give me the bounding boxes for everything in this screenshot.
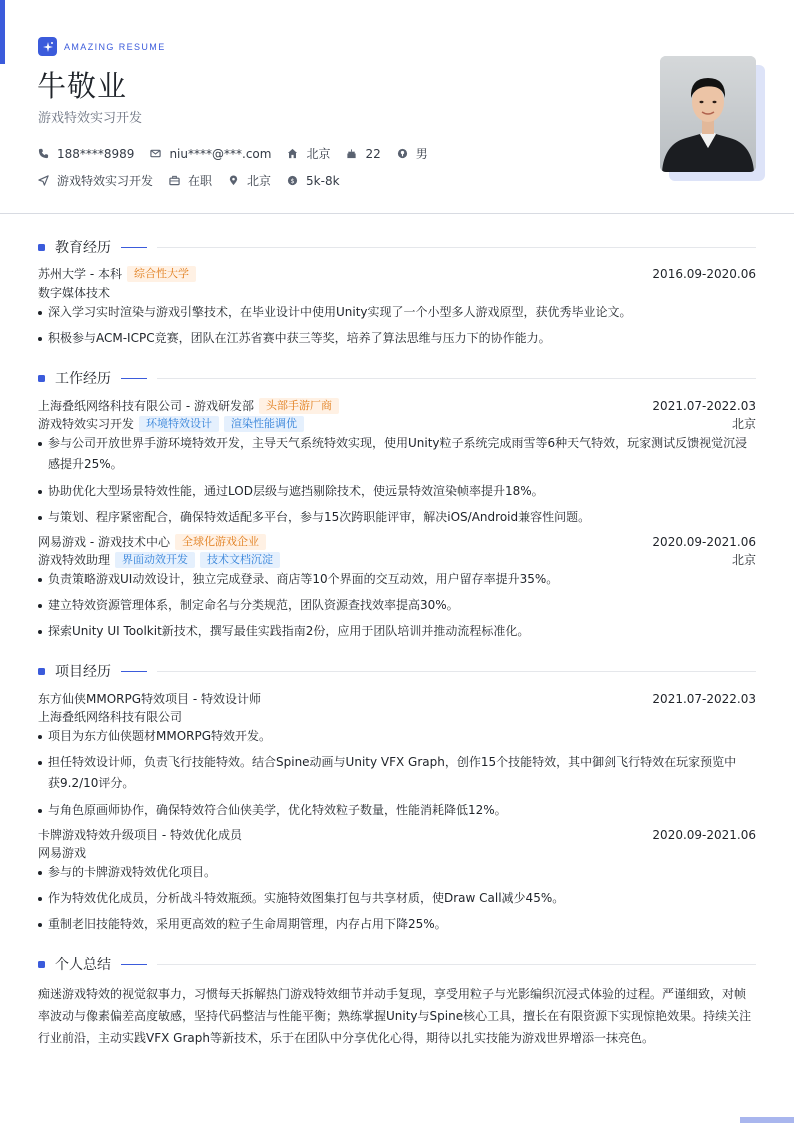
gender-text: 男: [415, 147, 428, 161]
list-item: 建立特效资源管理体系，制定命名与分类规范，团队资源查找效率提高30%。: [38, 595, 756, 616]
mail-icon: [150, 148, 161, 159]
work-location: 北京: [731, 417, 756, 431]
role-name: 游戏特效实习开发: [38, 417, 135, 431]
contact-row: [38, 145, 444, 162]
intent-row: [38, 172, 356, 189]
section-title: 项目经历: [55, 664, 111, 680]
list-item: 作为特效优化成员，分析战斗特效瓶颈。实施特效图集打包与共享材质，使Draw Call减少45%。: [38, 888, 756, 909]
education-major-row: [38, 284, 756, 302]
project-org: 网易游戏: [38, 846, 87, 860]
intent-city-info: [228, 172, 271, 189]
section-title: 教育经历: [55, 240, 111, 256]
company-tag: 头部手游厂商: [259, 398, 339, 414]
section-marker: [38, 244, 45, 251]
work-role-row: [38, 551, 756, 569]
education-entry: [38, 265, 756, 283]
list-item: 项目为东方仙侠题材MMORPG特效开发。: [38, 726, 756, 747]
salary-info: [287, 174, 340, 188]
city-text: 北京: [306, 147, 331, 161]
city-info: [287, 145, 330, 162]
section-projects: [38, 661, 756, 681]
project-org: 上海叠纸网络科技有限公司: [38, 710, 183, 724]
email-info: [150, 147, 271, 161]
send-icon: [38, 175, 49, 186]
brand: [38, 37, 166, 56]
section-divider: [157, 247, 756, 248]
list-item: 参与的卡牌游戏特效优化项目。: [38, 862, 756, 883]
project-org-row: [38, 708, 756, 726]
section-divider: [157, 378, 756, 379]
status-info: [169, 172, 212, 189]
sparkle-icon: [38, 37, 57, 56]
location-pin-icon: [228, 175, 239, 186]
list-item: 积极参与ACM-ICPC竞赛，团队在江苏省赛中获三等奖，培养了算法思维与压力下的协作能力。: [38, 328, 756, 349]
list-item: 担任特效设计师，负责飞行技能特效。结合Spine动画与Unity VFX Graph，创作15个技能特效，其中御剑飞行特效在玩家预览中获9.2/10评分。: [38, 752, 738, 794]
phone-icon: [38, 148, 49, 159]
project-entry-header: [38, 826, 756, 844]
project-org-row: [38, 844, 756, 862]
briefcase-icon: [169, 175, 180, 186]
salary-text: 5k-8k: [306, 173, 340, 188]
list-item: 深入学习实时渲染与游戏引擎技术，在毕业设计中使用Unity实现了一个小型多人游戏原型，获优秀毕业论文。: [38, 302, 756, 323]
section-divider: [157, 964, 756, 965]
resume-header: [0, 0, 794, 214]
education-period: 2016.09-2020.06: [652, 267, 756, 281]
section-accent-line: [121, 247, 147, 248]
phone-info: [38, 147, 134, 161]
role-tag: 界面动效开发: [115, 552, 195, 568]
major: 数字媒体技术: [38, 286, 111, 300]
intent-job-text: 游戏特效实习开发: [57, 174, 154, 188]
section-summary: [38, 954, 756, 974]
role-tag: 技术文档沉淀: [200, 552, 280, 568]
list-item: 探索Unity UI Toolkit新技术，撰写最佳实践指南2份，应用于团队培训并推动流程标准化。: [38, 621, 756, 642]
school-tag: 综合性大学: [127, 266, 196, 282]
gender-info: [397, 145, 428, 162]
brand-text: AMAZING RESUME: [64, 41, 166, 52]
intent-job-info: [38, 172, 153, 189]
cake-icon: [346, 148, 357, 159]
work-period: 2020.09-2021.06: [652, 535, 756, 549]
section-title: 个人总结: [55, 957, 111, 973]
company-name: 上海叠纸网络科技有限公司 - 游戏研发部: [38, 399, 254, 413]
work-location: 北京: [731, 553, 756, 567]
company-name: 网易游戏 - 游戏技术中心: [38, 535, 170, 549]
work-entry-header: [38, 397, 756, 415]
list-item: 重制老旧技能特效，采用更高效的粒子生命周期管理，内存占用下降25%。: [38, 914, 756, 935]
status-text: 在职: [188, 174, 213, 188]
age-info: [346, 147, 380, 161]
section-education: [38, 237, 756, 257]
home-icon: [287, 148, 298, 159]
project-name: 东方仙侠MMORPG特效项目 - 特效设计师: [38, 692, 261, 706]
project-entry-header: [38, 690, 756, 708]
project-period: 2020.09-2021.06: [652, 828, 756, 842]
list-item: 协助优化大型场景特效性能，通过LOD层级与遮挡剔除技术，使远景特效渲染帧率提升18%。: [38, 481, 756, 502]
svg-text:$: $: [290, 176, 295, 185]
bottom-accent-bar: [740, 1117, 794, 1123]
work-role-row: [38, 415, 756, 433]
section-marker: [38, 668, 45, 675]
section-marker: [38, 961, 45, 968]
school-name: 苏州大学 - 本科: [38, 267, 122, 281]
section-accent-line: [121, 964, 147, 965]
profile-photo: [660, 56, 756, 172]
section-divider: [157, 671, 756, 672]
gender-icon: [397, 148, 408, 159]
section-work: [38, 368, 756, 388]
role-name: 游戏特效助理: [38, 553, 111, 567]
section-accent-line: [121, 671, 147, 672]
age-text: 22: [365, 146, 381, 161]
company-tag: 全球化游戏企业: [175, 534, 266, 550]
role-tag: 环境特效设计: [139, 416, 219, 432]
list-item: 与策划、程序紧密配合，确保特效适配多平台，参与15次跨职能评审，解决iOS/Android兼容性问题。: [38, 507, 756, 528]
list-item: 参与公司开放世界手游环境特效开发，主导天气系统特效实现，使用Unity粒子系统完成雨雪等6种天气特效，玩家测试反馈视觉沉浸感提升25%。: [38, 433, 756, 475]
project-name: 卡牌游戏特效升级项目 - 特效优化成员: [38, 828, 242, 842]
role-tag: 渲染性能调优: [224, 416, 304, 432]
phone-text: 188****8989: [57, 146, 135, 161]
project-period: 2021.07-2022.03: [652, 692, 756, 706]
section-marker: [38, 375, 45, 382]
work-period: 2021.07-2022.03: [652, 399, 756, 413]
email-text: niu****@***.com: [169, 146, 272, 161]
candidate-title: 游戏特效实习开发: [38, 111, 143, 126]
list-item: 负责策略游戏UI动效设计，独立完成登录、商店等10个界面的交互动效，用户留存率提升35%。: [38, 569, 756, 590]
list-item: 与角色原画师协作，确保特效符合仙侠美学，优化特效粒子数量，性能消耗降低12%。: [38, 800, 756, 821]
summary-text: 痴迷游戏特效的视觉叙事力，习惯每天拆解热门游戏特效细节并动手复现，享受用粒子与光影编织沉浸式体验的过程。严谨细致，对帧率波动与像素偏差高度敏感，坚持代码整洁与性能平衡；熟练掌握Unity与Spine核心工具，擅长在有限资源下实现惊艳效果。持续关注行业前沿，主动实践VFX Graph等新技术，乐于在团队中分享优化心得，期待以扎实技能为游戏世界增添一抹亮色。: [38, 987, 752, 1045]
work-entry-header: [38, 533, 756, 551]
section-title: 工作经历: [55, 371, 111, 387]
money-icon: [287, 175, 298, 186]
candidate-name: 牛敬业: [37, 69, 128, 103]
section-accent-line: [121, 378, 147, 379]
intent-city-text: 北京: [247, 174, 272, 188]
